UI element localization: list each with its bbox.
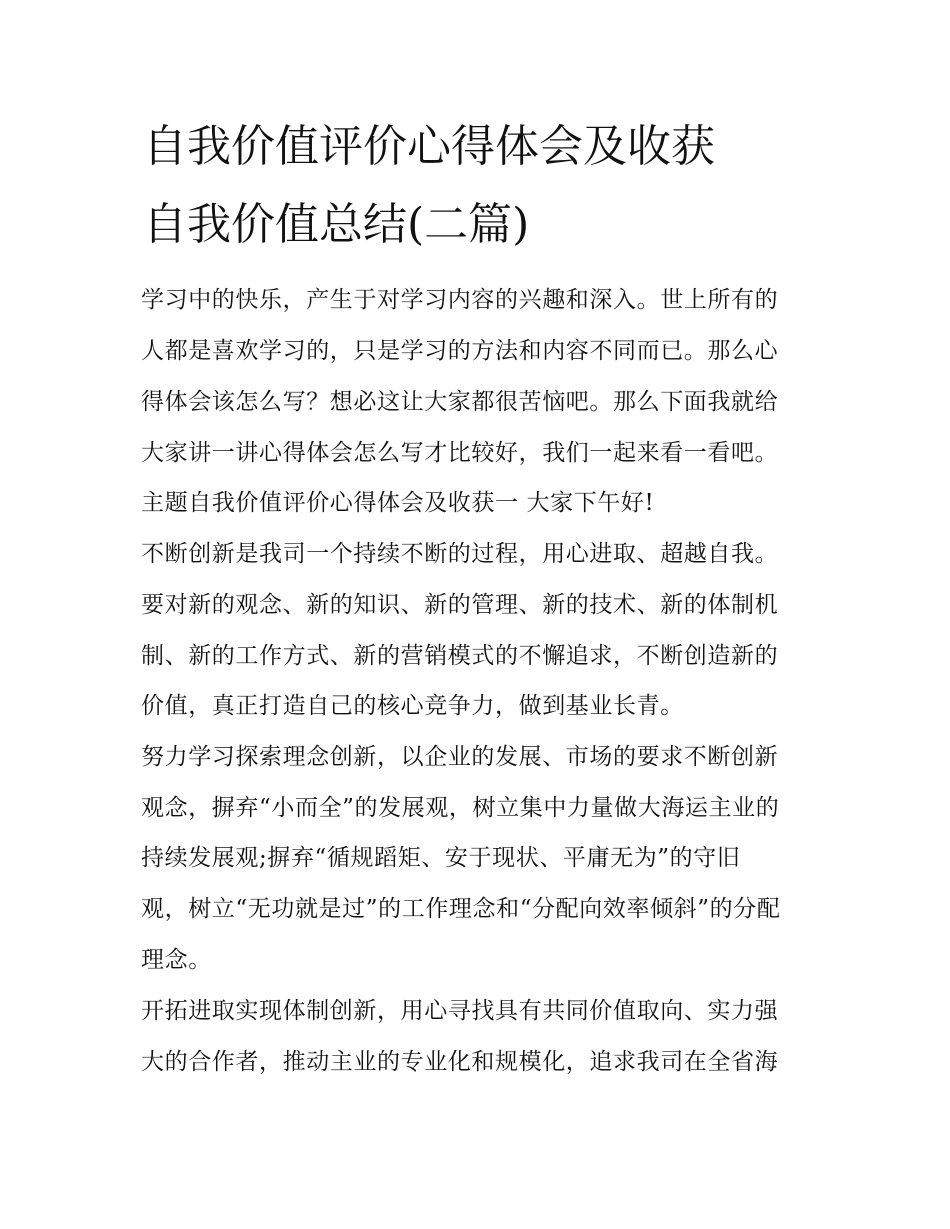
body-line-4: 大家讲一讲心得体会怎么写才比较好，我们一起来看一看吧。 xyxy=(141,440,779,466)
body-line-11: 观念，摒弃“小而全”的发展观，树立集中力量做大海运主业的 xyxy=(141,795,780,821)
body-line-1: 学习中的快乐，产生于对学习内容的兴趣和深入。世上所有的 xyxy=(141,287,779,313)
body-line-5: 主题自我价值评价心得体会及收获一 大家下午好! xyxy=(141,490,655,516)
body-line-3: 得体会该怎么写？想必这让大家都很苦恼吧。那么下面我就给 xyxy=(141,389,779,415)
body-line-12: 持续发展观;摒弃“循规蹈矩、安于现状、平庸无为”的守旧 xyxy=(141,845,741,871)
body-line-8: 制、新的工作方式、新的营销模式的不懈追求，不断创造新的 xyxy=(141,643,779,669)
body-line-15: 开拓进取实现体制创新，用心寻找具有共同价值取向、实力强 xyxy=(141,998,779,1024)
body-line-16: 大的合作者，推动主业的专业化和规模化，追求我司在全省海 xyxy=(141,1049,779,1075)
body-line-9: 价值，真正打造自己的核心竞争力，做到基业长青。 xyxy=(141,693,684,719)
body-line-6: 不断创新是我司一个持续不断的过程，用心进取、超越自我。 xyxy=(141,541,779,567)
body-line-14: 理念。 xyxy=(141,947,212,973)
document-title-line-2: 自我价值总结(二篇) xyxy=(143,199,530,250)
body-line-13: 观，树立“无功就是过”的工作理念和“分配向效率倾斜”的分配 xyxy=(141,896,781,922)
body-line-2: 人都是喜欢学习的，只是学习的方法和内容不同而已。那么心 xyxy=(141,338,779,364)
document-title-line-1: 自我价值评价心得体会及收获 xyxy=(143,121,715,172)
body-line-10: 努力学习探索理念创新，以企业的发展、市场的要求不断创新 xyxy=(141,744,779,770)
body-line-7: 要对新的观念、新的知识、新的管理、新的技术、新的体制机 xyxy=(141,592,779,618)
